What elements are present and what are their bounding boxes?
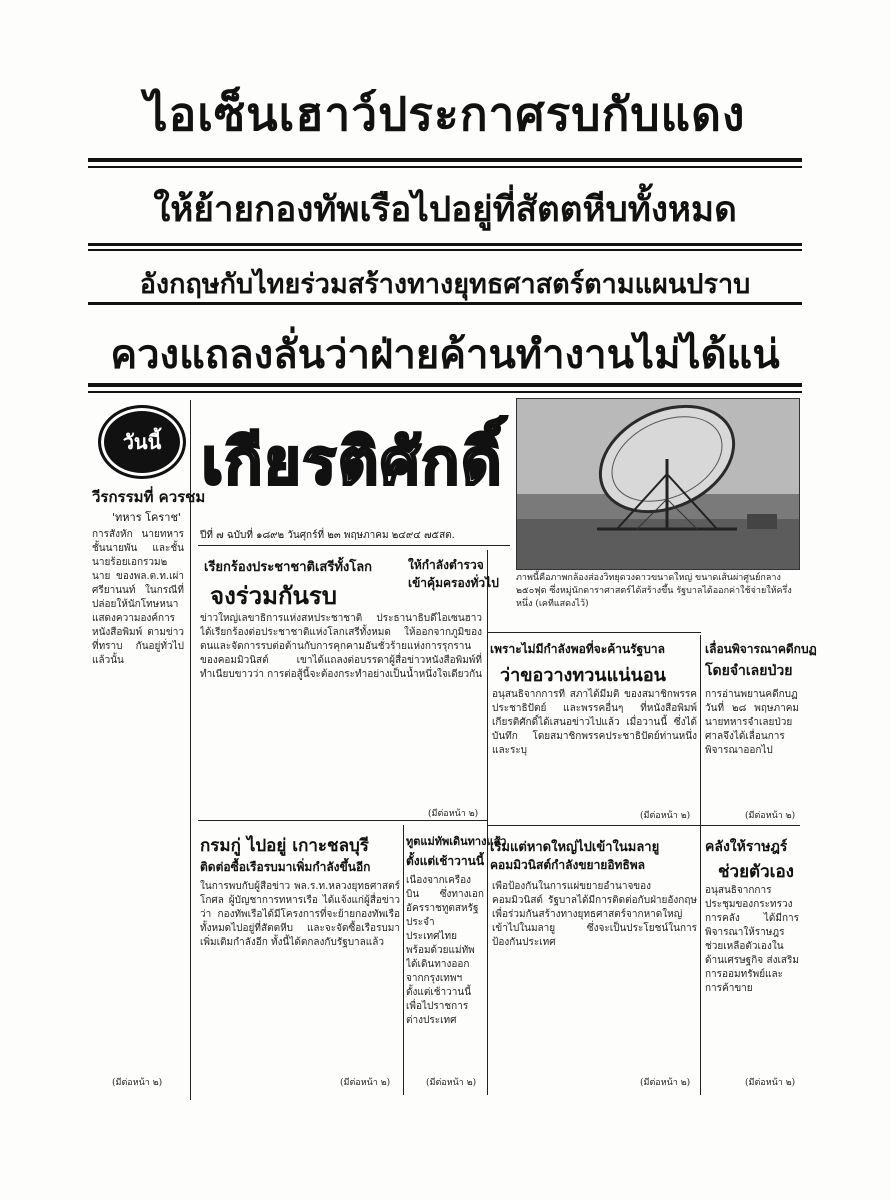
masthead-title: เกียรติศักดิ์ [201, 425, 504, 498]
article-7-continue: (มีต่อหน้า ๒) [640, 1078, 691, 1088]
article-6-body: เนื่องจากเครื่องบิน ซึ่งทางเอกอัครราชทูตสหรัฐประจำประเทศไทย พร้อมด้วยแม่ทัพ ได้เดินทางออกจากกรุงเทพฯ ตั้งแต่เช้าวานนี้ เพื่อไปราชการต่างประเทศ [406, 875, 484, 1026]
column-divider [403, 825, 404, 1095]
left-column-body [92, 528, 184, 1064]
article-8-title: ช่วยตัวเอง [718, 862, 794, 882]
divider [88, 166, 802, 168]
article-3-subtitle: เพราะไม่มีกำลังพอที่จะค้านรัฐบาล [490, 642, 665, 656]
divider [88, 391, 802, 393]
article-6-title: ตั้งแต่เช้าวานนี้ [406, 854, 485, 868]
article-3-title: ว่าขอวางทวนแน่นอน [500, 665, 666, 686]
article-1-continue: (มีต่อหน้า ๒) [428, 809, 479, 819]
divider [487, 825, 701, 826]
article-2-subtitle: ให้กำลังตำรวจ [408, 558, 484, 572]
headline-third: อังกฤษกับไทยร่วมสร้างทางยุทธศาสตร์ตามแผนปราบ [139, 269, 751, 300]
article-8-body: อนุสนธิจากการประชุมของกระทรวงการคลัง ได้มีการพิจารณาให้ราษฎรช่วยเหลือตัวเองในด้านเศรษฐกิจ ส่งเสริมการออมทรัพย์และการค้าขาย [705, 885, 799, 994]
article-1-title: จงร่วมกันรบ [210, 582, 338, 610]
article-4-continue: (มีต่อหน้า ๒) [745, 811, 796, 821]
left-column-text: การสังหัก นายทหารชั้นนายพัน และชั้นนายร้อยเอกรวม๒ นาย ของพล.ต.ท.เผ่า ศรียานนท์ ในกรณีที่ปล่อยให้นักโทษหนาแสดงความองค์การหนังสือพิมพ์ ตามข่าวที่ทราบ กันอยู่ทั่วไปแล้วนั้น [92, 529, 184, 666]
article-5-continue: (มีต่อหน้า ๒) [340, 1078, 391, 1088]
article-8-subtitle: คลังให้ราษฎร์ [705, 839, 788, 855]
divider [88, 243, 802, 246]
divider [88, 158, 802, 162]
radio-telescope-photo [516, 398, 800, 570]
article-1-subtitle: เรียกร้องประชาชาติเสรีทั้งโลก [204, 560, 373, 575]
article-6-continue: (มีต่อหน้า ๒) [426, 1078, 477, 1088]
divider [88, 302, 802, 305]
article-6-subtitle: ทูตแม่ทัพเดินทางแล้ว [406, 835, 507, 848]
headline-second: ให้ย้ายกองทัพเรือไปอยู่ที่สัตตหีบทั้งหมด [153, 190, 737, 230]
article-7-subtitle: เริ่มแต่หาดใหญ่ไปเข้าในมลายู [490, 840, 660, 855]
article-5-subtitle: กรมกู่ ไปอยู่ เกาะชลบุรี [200, 836, 369, 856]
divider [198, 820, 488, 821]
radio-telescope-illustration [517, 399, 799, 569]
left-column-byline: 'ทหาร โคราช' [112, 511, 181, 524]
article-7-body: เพื่อป้องกันในการแผ่ขยายอำนาจของคอมมิวนิสต์ รัฐบาลได้มีการติดต่อกับฝ่ายอังกฤษ เพื่อร่วมกันสร้างทางยุทธศาสตร์จากหาดใหญ่เข้าไปในมลายู ซึ่งจะเป็นประโยชน์ในการป้องกันประเทศ [492, 881, 697, 948]
article-3-body: อนุสนธิจากการที่ สภาได้มีมติ ของสมาชิกพรรคประชาธิปัตย์ และพรรคอื่นๆ ที่หนังสือพิมพ์เกียรติศักดิ์ได้เสนอข่าวไปแล้ว เมื่อวานนี้ ซึ่งได้บันทึก โดยสมาชิกพรรคประชาธิปัตย์ท่านหนึ่ง และระบุ [492, 689, 697, 756]
article-4-title: โดยจำเลยป่วย [705, 663, 793, 679]
divider [88, 383, 802, 387]
left-column-continue: (มีต่อหน้า ๒) [112, 1078, 163, 1088]
headline-fourth: ควงแถลงลั่นว่าฝ่ายค้านทำงานไม่ได้แน่ [110, 332, 780, 378]
divider [487, 632, 701, 633]
article-2-title: เข้าคุ้มครองทั่วไป [408, 576, 499, 590]
divider [88, 249, 802, 251]
article-4-body: การอ่านพยานคดีกบฏวันที่ ๒๘ พฤษภาคม นายทหารจำเลยป่วย ศาลจึงได้เลื่อนการพิจารณาออกไป [705, 689, 799, 756]
divider [198, 545, 510, 546]
article-5-body: ในการพบกับผู้สื่อข่าว พล.ร.ท.หลวงยุทธศาสตร์โกศล ผู้บัญชาการทหารเรือ ได้แจ้งแก่ผู้สื่อข่าวว่า กองทัพเรือได้มีโครงการที่จะย้ายกองทัพเรือทั้งหมดไปอยู่ที่สัตตหีบ และจะจัดซื้อเรือรบมาเพิ่มเติมกำลังอีก ทั้งนี้ได้ตกลงกับรัฐบาลแล้ว [200, 881, 400, 948]
column-divider [700, 635, 701, 1095]
article-5-title: ติดต่อซื้อเรือรบมาเพิ่มกำลังขึ้นอีก [200, 860, 371, 874]
wannee-logo: วันนี้ [98, 405, 186, 479]
left-column-heading: วีรกรรมที่ ควรชม [92, 488, 206, 506]
article-4-subtitle: เลื่อนพิจารณาคดีกบฏ [705, 642, 817, 656]
photo-caption: ภาพนี้คือภาพกล้องส่องวิทยุดวงดาวขนาดใหญ่ ขนาดเส้นผ่าศูนย์กลาง ๒๕๐ฟุต ซึ่งหมู่นักดาราศาสตร์ได้สร้างขึ้น รัฐบาลได้ออกค่าใช้จ่ายให้ครึ่งหนึ่ง (เคทีแสดงไว้) [516, 573, 792, 609]
article-1-body: ข่าวใหญ่เลขาธิการแห่งสหประชาชาติ ประธานาธิบดีไอเซนฮาวได้เรียกร้องต่อประชาชาติแห่งโลกเสรีทั้งหมด ให้ออกจากภูมิของตนและจัดการรบต่อต้านกับการคุกคามอันชั่วร้ายแห่งการรุกรานของคอมมิวนิสต์ เขาได้แถลงต่อบรรดาผู้สื่อข่าวหนังสือพิมพ์ที่ทำเนียบขาวว่า การต่อสู้นี้จะต้องกระทำอย่างเป็นน้ำหนึ่งใจเดียวกัน [200, 613, 482, 680]
article-7-title: คอมมิวนิสต์กำลังขยายอิทธิพล [490, 858, 646, 872]
article-3-continue: (มีต่อหน้า ๒) [640, 811, 691, 821]
divider [700, 825, 800, 826]
masthead [200, 402, 505, 522]
headline-main: ไอเซ็นเฮาว์ประกาศรบกับแดง [144, 87, 746, 141]
issue-line: ปีที่ ๗ ฉบับที่ ๑๘๙๒ วันศุกร์ที่ ๒๓ พฤษภาคม ๒๔๙๔ ๗๕สต. [200, 530, 455, 541]
article-8-continue: (มีต่อหน้า ๒) [745, 1078, 796, 1088]
